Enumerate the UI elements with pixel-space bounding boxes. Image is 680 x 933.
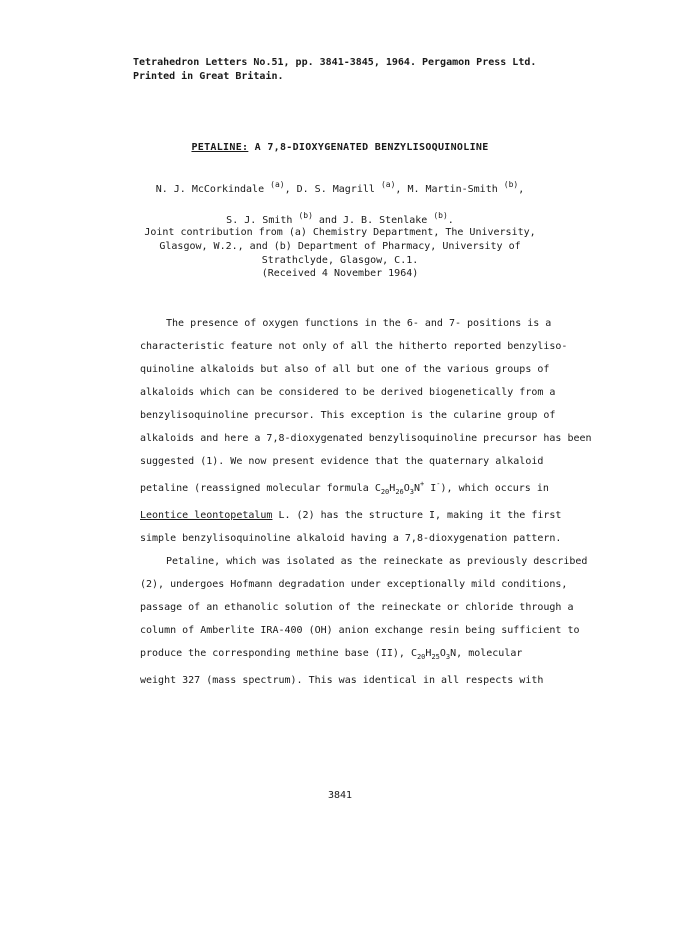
affiliation-line: Glasgow, W.2., and (b) Department of Pharmacy, University of xyxy=(159,241,521,252)
title-prefix: PETALINE: xyxy=(191,142,249,153)
text-line: passage of an ethanolic solution of the reineckate or chloride through a xyxy=(140,602,574,613)
molecular-formula: $C_{20}H_{25}O_3N$ xyxy=(410,648,457,661)
text-line: The presence of oxygen functions in the 6- and 7- positions is a xyxy=(166,318,552,329)
affiliation-mark: (a) xyxy=(270,180,285,189)
affiliation-mark: (b) xyxy=(503,180,519,189)
author-list xyxy=(0,172,680,234)
affiliation-mark: (b) xyxy=(298,211,313,220)
journal-header xyxy=(133,56,536,84)
author-name: N. J. McCorkindale xyxy=(155,184,265,195)
journal-citation: Tetrahedron Letters No.51, pp. 3841-3845, 1964. Pergamon Press Ltd. xyxy=(133,57,537,68)
text-line: produce the corresponding methine base (II), $C_{20}H_{25}O_3N$, molecular xyxy=(140,648,523,661)
paper-title xyxy=(0,142,680,153)
author-line-2: S. J. Smith $^{(b)}$ and J. B. Stenlake $^{(b)}$. xyxy=(226,211,454,226)
affiliation-mark: (a) xyxy=(380,180,396,189)
text-line: characteristic feature not only of all the hitherto reported benzyliso- xyxy=(140,341,568,352)
text-line: petaline (reassigned molecular formula $C_{20}H_{26}O_3N^+$ I-), which occurs in xyxy=(140,480,549,496)
printed-in: Printed in Great Britain. xyxy=(133,71,284,82)
author-line-1: N. J. McCorkindale $^{(a)}$, D. S. Magrill $^{(a)}$, M. Martin-Smith $^{(b)}$, xyxy=(155,180,525,195)
species-name: Leontice leontopetalum xyxy=(140,510,273,521)
text-line: benzylisoquinoline precursor. This exception is the cularine group of xyxy=(140,410,556,421)
author-name: S. J. Smith xyxy=(226,215,293,226)
title-rest: A 7,8-DIOXYGENATED BENZYLISOQUINOLINE xyxy=(254,142,489,153)
affiliation-line: Joint contribution from (a) Chemistry Department, The University, xyxy=(144,227,536,238)
page-number: 3841 xyxy=(327,790,353,801)
text-line: Leontice leontopetalum L. (2) has the structure I, making it the first xyxy=(140,510,562,521)
body-text xyxy=(140,312,592,692)
text-line: suggested (1). We now present evidence that the quaternary alkaloid xyxy=(140,456,544,467)
text-line: column of Amberlite IRA-400 (OH) anion exchange resin being sufficient to xyxy=(140,625,580,636)
text-line: simple benzylisoquinoline alkaloid having a 7,8-dioxygenation pattern. xyxy=(140,533,562,544)
author-name: J. B. Stenlake xyxy=(343,215,428,226)
text-line: quinoline alkaloids but also of all but one of the various groups of xyxy=(140,364,550,375)
affiliation-mark: (b) xyxy=(433,211,448,220)
text-line: (2), undergoes Hofmann degradation under exceptionally mild conditions, xyxy=(140,579,568,590)
author-name: M. Martin-Smith xyxy=(407,184,498,195)
affiliation-block xyxy=(0,226,680,268)
received-date: (Received 4 November 1964) xyxy=(261,268,419,279)
author-name: D. S. Magrill xyxy=(296,184,375,195)
text-line: alkaloids which can be considered to be derived biogenetically from a xyxy=(140,387,556,398)
affiliation-line: Strathclyde, Glasgow, C.1. xyxy=(261,255,419,266)
text-line: weight 327 (mass spectrum). This was identical in all respects with xyxy=(140,675,544,686)
text-line: Petaline, which was isolated as the reineckate as previously described xyxy=(166,556,588,567)
molecular-formula: $C_{20}H_{26}O_3N^+$ I- xyxy=(374,480,441,496)
text-line: alkaloids and here a 7,8-dioxygenated benzylisoquinoline precursor has been xyxy=(140,433,592,444)
